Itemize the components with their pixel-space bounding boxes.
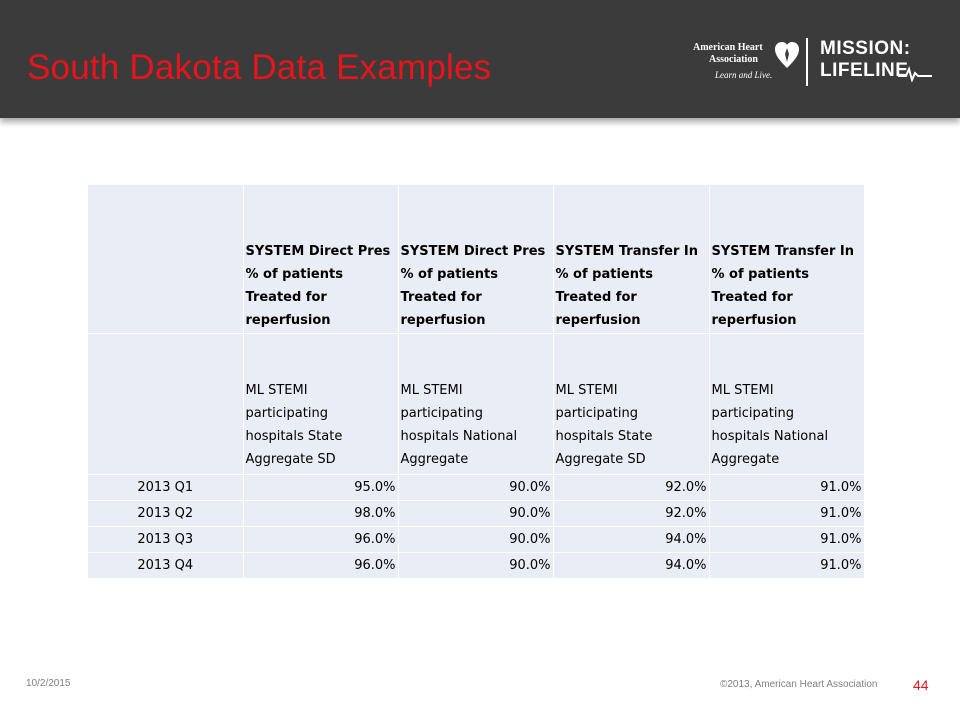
header-cell [88, 334, 243, 475]
header-row-group [88, 334, 864, 475]
table-cell: 90.0% [398, 475, 553, 501]
table-row [88, 475, 864, 501]
footer-date: 10/2/2015 [26, 678, 71, 689]
row-label: 2013 Q2 [88, 501, 243, 527]
table-cell: 95.0% [243, 475, 398, 501]
table-cell: 98.0% [243, 501, 398, 527]
header-row-measure [88, 185, 864, 334]
table-cell: 91.0% [709, 475, 864, 501]
footer-copyright: ©2013, American Heart Association [720, 679, 878, 690]
table-cell: 90.0% [398, 553, 553, 579]
header-cell: ML STEMI participating hospitals National Aggregate [709, 334, 864, 475]
header-cell: SYSTEM Direct Pres % of patients Treated for reperfusion [398, 185, 553, 334]
table-cell: 91.0% [709, 553, 864, 579]
table-row [88, 501, 864, 527]
header-cell: ML STEMI participating hospitals State Aggregate SD [553, 334, 709, 475]
table-cell: 91.0% [709, 527, 864, 553]
table-cell: 90.0% [398, 527, 553, 553]
slide-title: South Dakota Data Examples [27, 48, 492, 87]
row-label: 2013 Q3 [88, 527, 243, 553]
table-cell: 90.0% [398, 501, 553, 527]
table-cell: 96.0% [243, 527, 398, 553]
page-number: 44 [913, 677, 929, 693]
heartbeat-pulse-icon [898, 66, 932, 82]
data-table [88, 185, 865, 579]
row-label: 2013 Q1 [88, 475, 243, 501]
aha-logo-tagline: Learn and Live. [715, 70, 773, 80]
mission-lifeline-line2: LIFELINE [820, 60, 909, 81]
header-cell: SYSTEM Direct Pres % of patients Treated for reperfusion [243, 185, 398, 334]
logo-divider [806, 38, 808, 86]
mission-lifeline-line1: MISSION: [820, 38, 911, 59]
table-cell: 92.0% [553, 475, 709, 501]
table-row [88, 553, 864, 579]
table-cell: 94.0% [553, 553, 709, 579]
aha-logo-line2: Association [709, 54, 758, 65]
header-cell [88, 185, 243, 334]
table-cell: 96.0% [243, 553, 398, 579]
aha-logo-line1: American Heart [693, 42, 763, 53]
mission-lifeline-logo [820, 38, 935, 88]
aha-logo [693, 40, 803, 84]
header-cell: SYSTEM Transfer In % of patients Treated for reperfusion [709, 185, 864, 334]
header-cell: SYSTEM Transfer In % of patients Treated for reperfusion [553, 185, 709, 334]
table-row [88, 527, 864, 553]
header-cell: ML STEMI participating hospitals National Aggregate [398, 334, 553, 475]
table-cell: 94.0% [553, 527, 709, 553]
slide-header [0, 0, 960, 118]
heart-torch-icon [773, 40, 801, 70]
table-cell: 91.0% [709, 501, 864, 527]
header-cell: ML STEMI participating hospitals State Aggregate SD [243, 334, 398, 475]
table-cell: 92.0% [553, 501, 709, 527]
row-label: 2013 Q4 [88, 553, 243, 579]
